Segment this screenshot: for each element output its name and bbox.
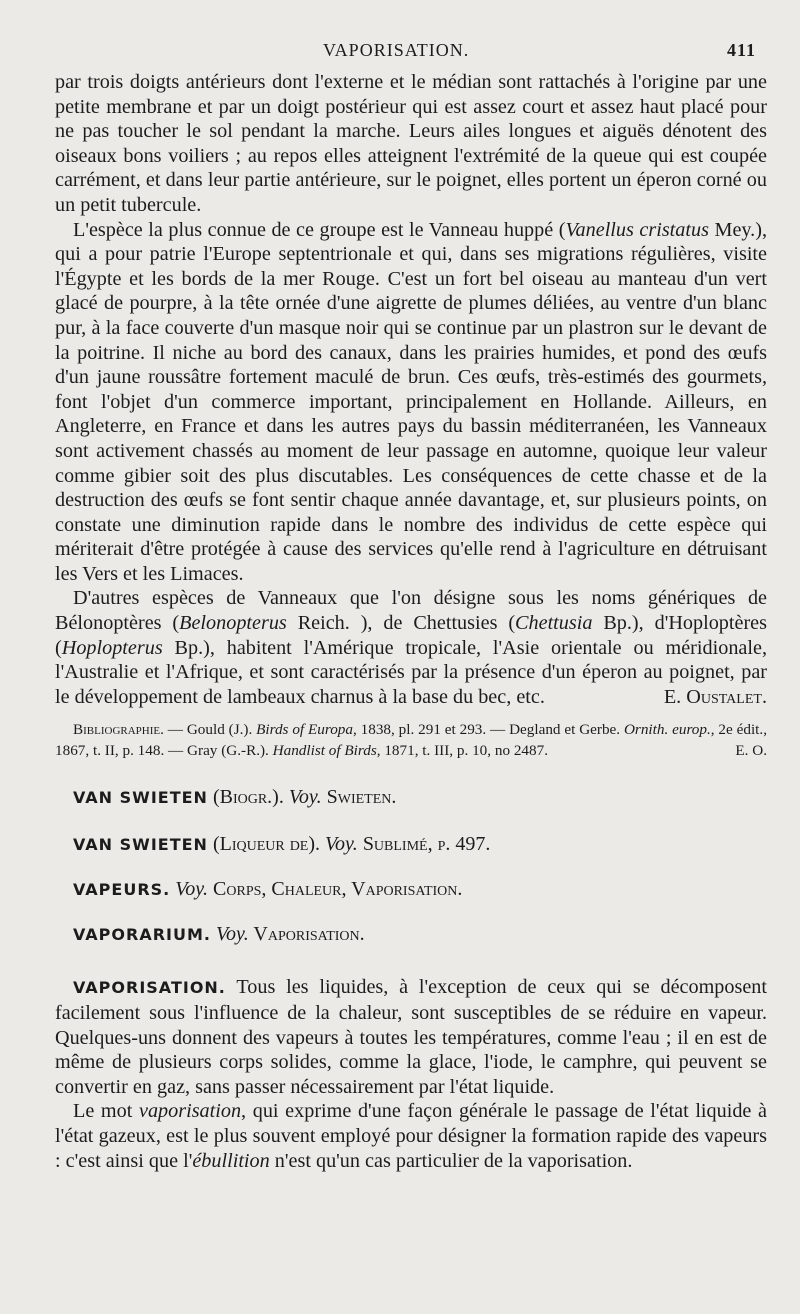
- scientific-name: Chettusia: [515, 612, 593, 635]
- article-text: , qui exprime d'une façon générale le passage de l'état liquide à l'état gazeux, est le plus souvent employé pour désigner la formation rapide des vapeurs : c'est ainsi que l': [55, 1100, 767, 1172]
- entry-voy: Voy.: [288, 786, 322, 809]
- author-signature: E. Oustalet.: [663, 685, 767, 708]
- bibliography-title: Handlist of Birds: [272, 742, 377, 760]
- bibliography-label: Bibliographie.: [73, 721, 164, 739]
- entry-qualifier: (Liqueur de).: [207, 833, 326, 856]
- article-vaporisation-p1: [55, 975, 767, 1099]
- entry-voy: Voy.: [175, 878, 209, 901]
- scientific-name: Vanellus cristatus: [565, 218, 709, 241]
- article-italic-term: ébullition: [192, 1149, 270, 1172]
- paragraph-3-text-a: D'autres espèces de Vanneaux que l'on désigne sous les noms génériques de Bélonoptères (: [55, 587, 767, 635]
- running-title: VAPORISATION.: [323, 40, 470, 60]
- entry-van-swieten-biogr: [55, 783, 767, 812]
- bibliography-text: , 1838, pl. 291 et 293. — Degland et Gerbe.: [353, 721, 624, 739]
- paragraph-2-text-a: L'espèce la plus connue de ce groupe est le Vanneau huppé (: [73, 218, 566, 241]
- page-body: [55, 70, 767, 1173]
- entry-van-swieten-liqueur: [55, 830, 767, 859]
- page-header: [55, 36, 760, 66]
- article-paragraph-1: Tous les liquides, à l'exception de ceux qui se décomposent facilement sous l'influence de la chaleur, sont susceptibles de se réduire en vapeur. Quelques-uns donnent des vapeurs à toutes les températures, comme l'eau ; il en est de même de plusieurs corps solides, comme la glace, l'iode, le camphre, qui peuvent se convertir en gaz, sans passer nécessairement par l'état liquide.: [55, 976, 767, 1098]
- bibliography-text: , 1871, t. III, p. 10, no 2487.: [376, 742, 549, 760]
- scientific-name: Hoplopterus: [61, 636, 163, 659]
- entry-cross-reference: Vaporisation.: [248, 923, 365, 946]
- paragraph-1-text: par trois doigts antérieurs dont l'externe et le médian sont rattachés à l'origine par une petite membrane et par un doigt postérieur qui est assez court et assez haut placé pour ne pas toucher le sol pendant la marche. Leurs ailes longues et aiguës dénotent des oiseaux bons voiliers ; au repos elles atteignent l'extrémité de la queue qui est coupée carrément, et dans leur partie antérieure, sur le poignet, elles portent un éperon corné ou un petit tubercule.: [55, 71, 767, 216]
- entry-cross-reference: Corps, Chaleur, Vaporisation.: [208, 878, 463, 901]
- entry-voy: Voy.: [325, 833, 358, 856]
- article-vaporisation-p2: [55, 1099, 767, 1173]
- paragraph-3-text-c: Bp.), d'Hoploptères (: [55, 612, 767, 659]
- entry-headword: VAN SWIETEN: [73, 788, 208, 808]
- entry-headword: VAPORARIUM.: [73, 925, 211, 945]
- entry-vapeurs: [55, 875, 767, 904]
- page-number: 411: [726, 40, 756, 60]
- bibliography-title: Ornith. europ.: [623, 721, 711, 739]
- article-text: Le mot: [73, 1100, 139, 1123]
- entry-cross-reference: Sublimé, p. 497.: [357, 833, 491, 856]
- entry-headword: VAPEURS.: [73, 880, 171, 900]
- paragraph-1: [55, 70, 767, 218]
- bibliography-signature: E. O.: [735, 742, 767, 760]
- entry-headword: VAN SWIETEN: [73, 835, 208, 855]
- bibliography: [55, 719, 767, 761]
- bibliography-title: Birds of Europa: [256, 721, 353, 739]
- article-italic-term: vaporisation: [138, 1100, 242, 1123]
- bibliography-text: , 2e édit., 1867, t. II, p. 148. — Gray (G.-R.).: [55, 721, 767, 760]
- article-headword: VAPORISATION.: [73, 978, 226, 998]
- paragraph-3-text-b: Reich. ), de Chettusies (: [286, 612, 516, 635]
- bibliography-text: — Gould (J.).: [163, 721, 257, 739]
- entry-cross-reference: Swieten.: [321, 786, 397, 809]
- entry-qualifier: (Biogr.).: [207, 786, 289, 809]
- paragraph-3-text-d: Bp.), habitent l'Amérique tropicale, l'Asie orientale ou méridionale, l'Australie et l'Afrique, et sont caractérisés par la présence d'un éperon au poignet, par le développement de lambeaux charnus à la base du bec, etc.: [55, 636, 767, 708]
- entry-vaporarium: [55, 920, 767, 949]
- paragraph-2-text-b: Mey.), qui a pour patrie l'Europe septentrionale et qui, dans ses migrations régulières, visite l'Égypte et les bords de la mer Rouge. C'est un fort bel oiseau au manteau d'un vert glacé de pourpre, à la tête ornée d'une aigrette de plumes déliées, au ventre d'un blanc pur, à la face couverte d'un masque noir qui se continue par un plastron sur le devant de la poitrine. Il niche au bord des canaux, dans les prairies humides, et pond des œufs d'un jaune roussâtre fortement maculé de brun. Ces œufs, très-estimés des gourmets, font l'objet d'un commerce important, principalement en Hollande. Ailleurs, en Angleterre, en France et dans les autres pays du bassin méditerranéen, les Vanneaux sont activement chassés au moment de leur passage en automne, quoique leur valeur comme gibier soit des plus discutables. Les conséquences de cette chasse et de la destruction des œufs se font sentir chaque année davantage, et, sur plusieurs points, on constate une diminution rapide dans le nombre des individus de cette espèce qui mériterait d'être protégée à cause des services qu'elle rend à l'agriculture en détruisant les Vers et les Limaces.: [55, 218, 768, 585]
- entry-voy: Voy.: [215, 923, 249, 946]
- scientific-name: Belonopterus: [179, 612, 287, 635]
- paragraph-2: [55, 218, 767, 587]
- article-text: n'est qu'un cas particulier de la vaporisation.: [269, 1149, 633, 1172]
